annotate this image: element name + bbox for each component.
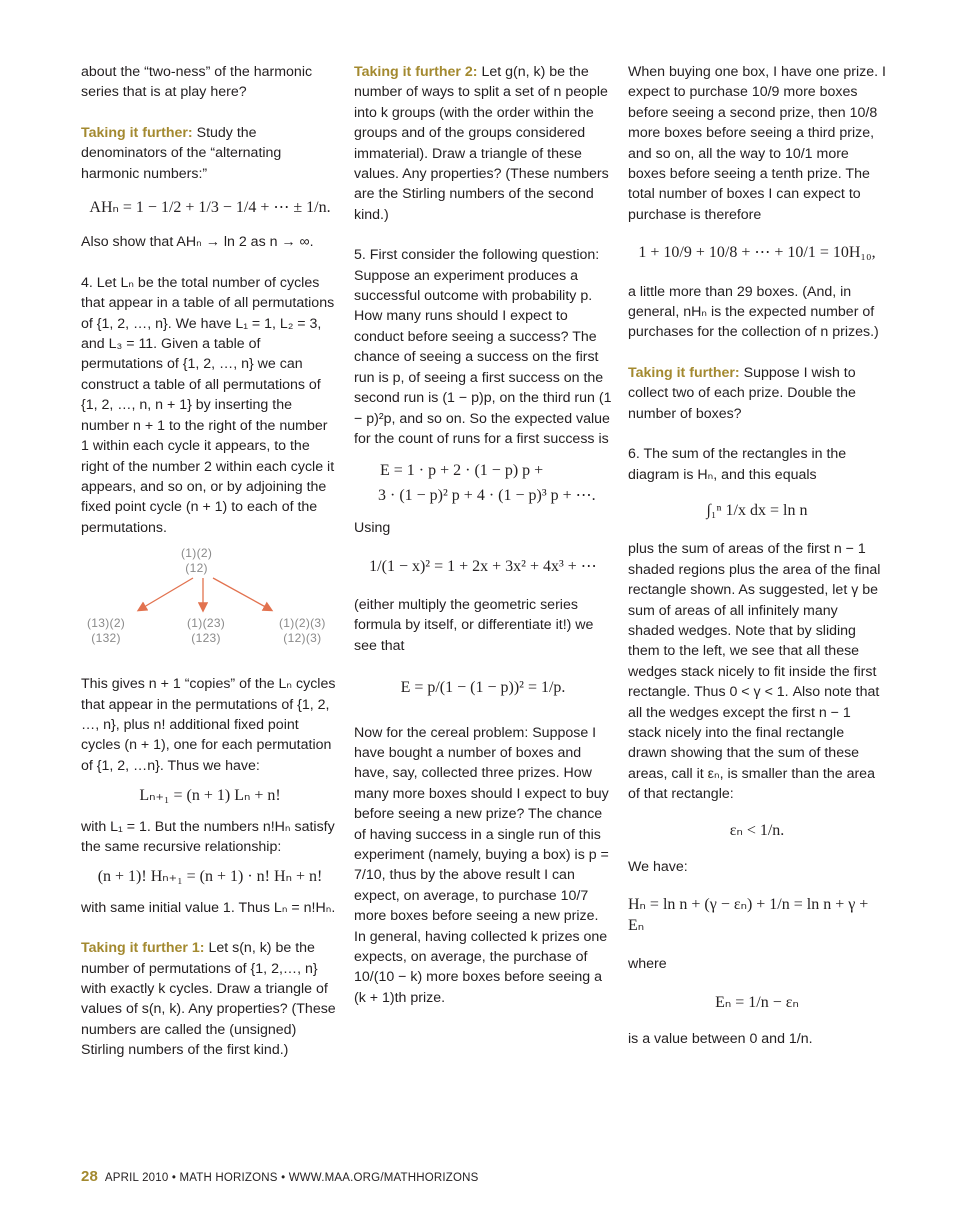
- equation-hn: Hₙ = ln n + (γ − εₙ) + 1/n = ln n + γ + Eₙ: [628, 896, 869, 934]
- taking-further-heading: Taking it further:: [81, 124, 193, 141]
- where-line: where: [628, 956, 667, 973]
- taking-further-2-heading: Taking it further 2:: [354, 64, 478, 80]
- also-show-line: Also show that AHₙ → ln 2 as n → ∞.: [81, 234, 314, 251]
- arrow-right: [213, 578, 271, 610]
- same-value-paragraph: with same initial value 1. Thus Lₙ = n!Hₙ.: [81, 899, 336, 916]
- problem-5-paragraph: 5. First consider the following question: Suppose an experiment produces a successful outcome with probability p. How many runs should I expect to conduct before seeing a success? The chance of seeing a success on the first run is p, of seeing a first success on the second run is (1 − p)p, on the third run (1 − p)²p, and so on. So the expected value for the count of runs for a first success is: [354, 247, 612, 447]
- using-line: Using: [354, 520, 391, 537]
- intro-paragraph: about the “two-ness” of the harmonic series that is at play here?: [81, 64, 313, 101]
- equation-expected-result: E = p/(1 − (1 − p))² = 1/p.: [400, 679, 566, 697]
- taking-further-2-paragraph: [354, 62, 612, 225]
- taking-further-text: Study the denominators of the “alternating harmonic numbers:”: [81, 124, 282, 182]
- value-between-line: is a value between 0 and 1/n.: [628, 1031, 813, 1048]
- problem-4-paragraph: 4. Let Lₙ be the total number of cycles that appear in a table of all permutations of {1, 2, …, n}. We have L₁ = 1, L₂ = 3, and L₃ = 11. Given a table of permutations of {1, 2, …, n} we can construct a table of all permutations of {1, 2, …, n, n + 1} by inserting the number n + 1 to the right of the number 1 within each cycle it appears, to the right of the number 2 within each cycle it appears, and so on, or by adjoining the fixed point cycle (n + 1) to each of the permutations.: [81, 274, 335, 536]
- footer-text: APRIL 2010 • MATH HORIZONS • WWW.MAA.ORG/MATHHORIZONS: [104, 1172, 479, 1184]
- diagram-right-node: [279, 616, 326, 646]
- equation-en: Eₙ = 1/n − εₙ: [715, 993, 799, 1011]
- diagram-label: (12)(3): [283, 631, 322, 646]
- taking-further-1-paragraph: [81, 938, 339, 1060]
- diagram-arrows: [81, 546, 339, 666]
- column-1: [81, 62, 339, 1061]
- diagram-left-node: [87, 616, 125, 646]
- little-more-paragraph: a little more than 29 boxes. (And, in general, nHₙ is the expected number of purchases for the collection of n prizes.): [628, 283, 879, 341]
- diagram-label: (123): [191, 631, 221, 646]
- we-have-line: We have:: [628, 859, 688, 875]
- page-number: 28: [81, 1168, 99, 1185]
- diagram-label: (12): [185, 561, 208, 576]
- diagram-label: (13)(2): [87, 616, 126, 631]
- equation-epsilon: εₙ < 1/n.: [729, 821, 785, 839]
- taking-further-3-heading: Taking it further:: [628, 364, 740, 381]
- equation-expected-1: E = 1 · p + 2 · (1 − p) p +: [380, 462, 544, 480]
- buying-paragraph: When buying one box, I have one prize. I expect to purchase 10/9 more boxes before seeing a second prize, then 10/8 more boxes before seeing a third prize, and so on, all the way to 10/1 more boxes before seeing a tenth prize. The total number of boxes I can expect to purchase is therefore: [628, 64, 886, 223]
- equation-alternating-harmonic: AHₙ = 1 − 1/2 + 1/3 − 1/4 + ⋯ ± 1/n.: [89, 199, 331, 217]
- diagram-middle-node: [187, 616, 225, 646]
- diagram-label: (1)(2)(3): [279, 616, 326, 631]
- page-footer: [81, 1168, 479, 1185]
- diagram-label: (1)(2): [181, 546, 213, 561]
- permutation-diagram: [81, 546, 339, 666]
- gives-paragraph: This gives n + 1 “copies” of the Lₙ cycles that appear in the permutations of {1, 2, …, n}, plus n! additional fixed point cycles (n + 1), one for each permutation of {1, 2, …n}. Thus we have:: [81, 676, 336, 774]
- taking-further-1-heading: Taking it further 1:: [81, 940, 205, 957]
- with-paragraph: with L₁ = 1. But the numbers n!Hₙ satisfy the same recursive relationship:: [81, 818, 335, 855]
- equation-series: 1/(1 − x)² = 1 + 2x + 3x² + 4x³ + ⋯: [369, 557, 597, 575]
- taking-further-2-text: Let g(n, k) be the number of ways to split a set of n people into k groups (with the order within the groups and of the groups considered immaterial). Draw a triangle of these values. Any properties? (These numbers are the Stirling numbers of the second kind.): [354, 64, 609, 223]
- diagram-label: (1)(23): [187, 616, 226, 631]
- column-3: [628, 62, 886, 1049]
- taking-further-3-paragraph: [628, 363, 886, 424]
- arrow-left: [139, 578, 193, 610]
- cereal-paragraph: Now for the cereal problem: Suppose I have bought a number of boxes and have, say, collected three prizes. How many more boxes should I expect to buy before seeing a new prize? The chance of having success in a single run of this experiment (namely, buying a box) is p = 7/10, thus by the above result I can expect, on average, to purchase 10/7 more boxes before seeing a new prize. In general, having collected k prizes one expects, on average, the purchase of 10/(10 − k) more boxes before seeing a (k + 1)th prize.: [354, 724, 609, 1006]
- column-2: [354, 62, 612, 1008]
- equation-total-boxes: 1 + 10/9 + 10/8 + ⋯ + 10/1 = 10H₁₀,: [638, 244, 876, 262]
- taking-further-3-text: Suppose I wish to collect two of each prize. Double the number of boxes?: [628, 364, 856, 422]
- either-paragraph: (either multiply the geometric series formula by itself, or differentiate it!) we see that: [354, 596, 594, 654]
- equation-l-recursion: Lₙ₊₁ = (n + 1) Lₙ + n!: [139, 787, 281, 805]
- plus-paragraph: plus the sum of areas of the first n − 1 shaded regions plus the area of the final rectangle shown. As suggested, let γ be sum of areas of all infinitely many shaded wedges. Note that by sliding them to the left, we see that all these wedges stack nicely to fit inside the first rectangle. Thus 0 < γ < 1. Also note that all the wedges except the first n − 1 stack nicely into the final rectangle drawn showing that the sum of these areas, call it εₙ, is smaller than the area of that rectangle:: [628, 541, 881, 803]
- diagram-label: (132): [91, 631, 121, 646]
- equation-expected-2: 3 · (1 − p)² p + 4 · (1 − p)³ p + ⋯.: [378, 486, 596, 504]
- equation-integral: ∫₁ⁿ 1/x dx = ln n: [706, 501, 808, 519]
- equation-h-recursion: (n + 1)! Hₙ₊₁ = (n + 1) · n! Hₙ + n!: [97, 868, 323, 886]
- problem-6-paragraph: 6. The sum of the rectangles in the diagram is Hₙ, and this equals: [628, 446, 847, 483]
- taking-further-1-text: Let s(n, k) be the number of permutations of {1, 2,…, n} with exactly k cycles. Draw a triangle of values of s(n, k). Any properties? (These numbers are called the (unsigned) Stirling numbers of the first kind.): [81, 940, 336, 1059]
- taking-further-paragraph: [81, 123, 339, 184]
